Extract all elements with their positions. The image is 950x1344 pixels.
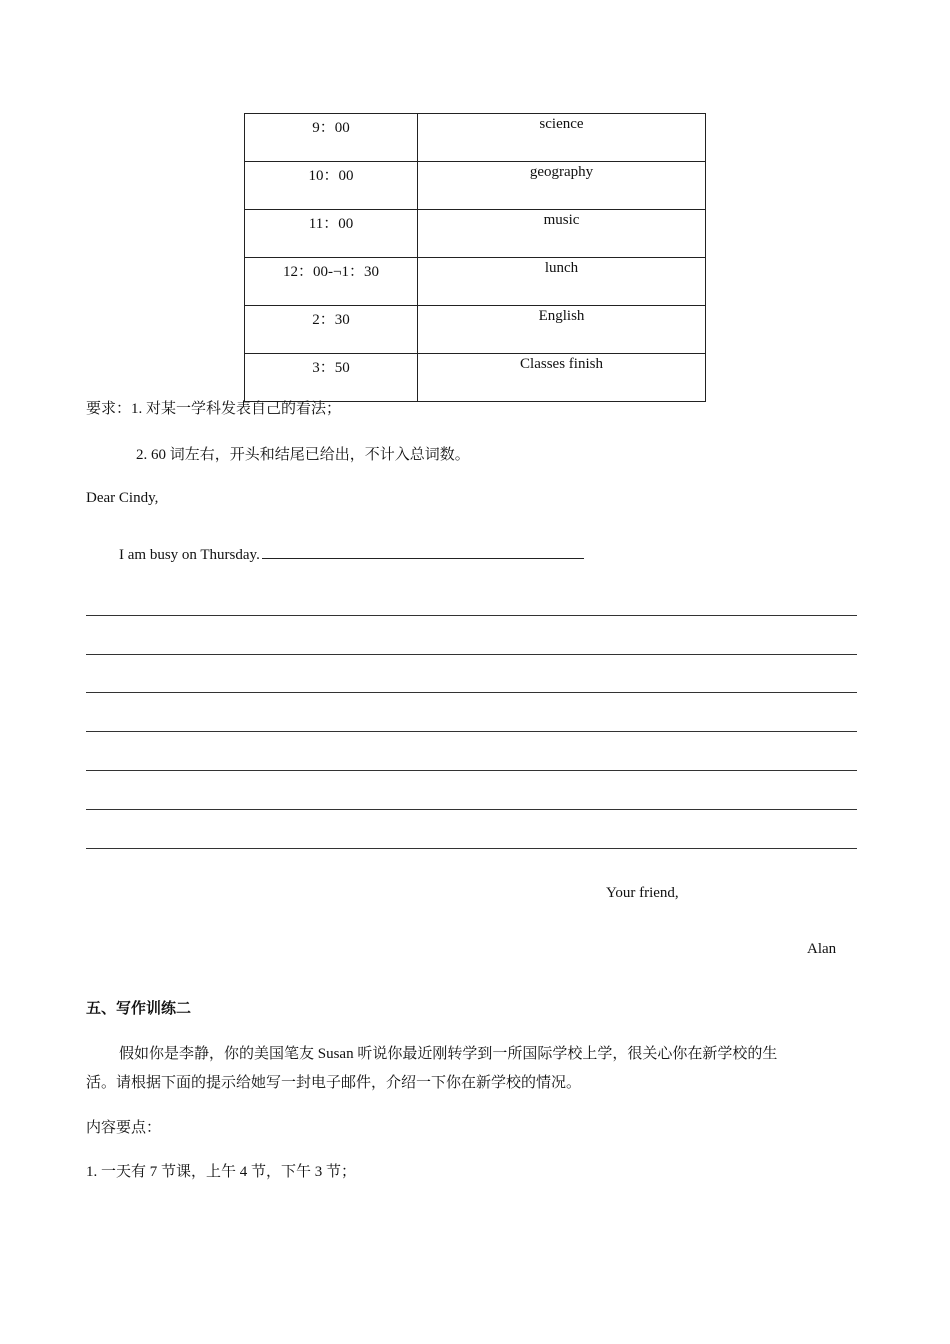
table-row	[245, 162, 706, 210]
time-cell: 10：00	[245, 162, 418, 210]
time-cell: 11：00	[245, 210, 418, 258]
letter-opening-line	[119, 544, 584, 564]
schedule-table	[244, 113, 706, 402]
table-row	[245, 306, 706, 354]
writing-line[interactable]	[86, 848, 857, 849]
time-cell: 12：00-¬1：30	[245, 258, 418, 306]
subject-cell: Classes finish	[418, 354, 706, 402]
content-point-1: 1. 一天有 7 节课，上午 4 节，下午 3 节；	[86, 1164, 357, 1180]
writing-line[interactable]	[86, 615, 857, 616]
table-row	[245, 258, 706, 306]
subject-cell: science	[418, 114, 706, 162]
time-cell: 3：50	[245, 354, 418, 402]
subject-cell: lunch	[418, 258, 706, 306]
subject-cell: music	[418, 210, 706, 258]
section-heading: 五、写作训练二	[86, 1001, 192, 1017]
requirement-line-2: 2. 60 词左右，开头和结尾已给出，不计入总词数。	[136, 447, 470, 463]
table-row	[245, 210, 706, 258]
table-row	[245, 354, 706, 402]
prompt-line-2: 活。请根据下面的提示给她写一封电子邮件，介绍一下你在新学校的情况。	[86, 1075, 582, 1091]
requirement-line-1: 要求：1. 对某一学科发表自己的看法；	[86, 401, 342, 417]
time-cell: 2：30	[245, 306, 418, 354]
writing-blank[interactable]	[262, 544, 584, 559]
writing-line[interactable]	[86, 692, 857, 693]
subject-cell: geography	[418, 162, 706, 210]
letter-opening: I am busy on Thursday.	[119, 547, 260, 563]
writing-line[interactable]	[86, 809, 857, 810]
letter-greeting: Dear Cindy,	[86, 490, 159, 506]
writing-line[interactable]	[86, 654, 857, 655]
writing-line[interactable]	[86, 770, 857, 771]
writing-line[interactable]	[86, 731, 857, 732]
letter-closing: Your friend,	[606, 885, 679, 901]
prompt-line-1: 假如你是李静，你的美国笔友 Susan 听说你最近刚转学到一所国际学校上学，很关心你在新学校的生	[119, 1046, 778, 1062]
table-row	[245, 114, 706, 162]
letter-signature: Alan	[807, 941, 837, 957]
time-cell: 9：00	[245, 114, 418, 162]
content-points-label: 内容要点：	[86, 1120, 162, 1136]
subject-cell: English	[418, 306, 706, 354]
